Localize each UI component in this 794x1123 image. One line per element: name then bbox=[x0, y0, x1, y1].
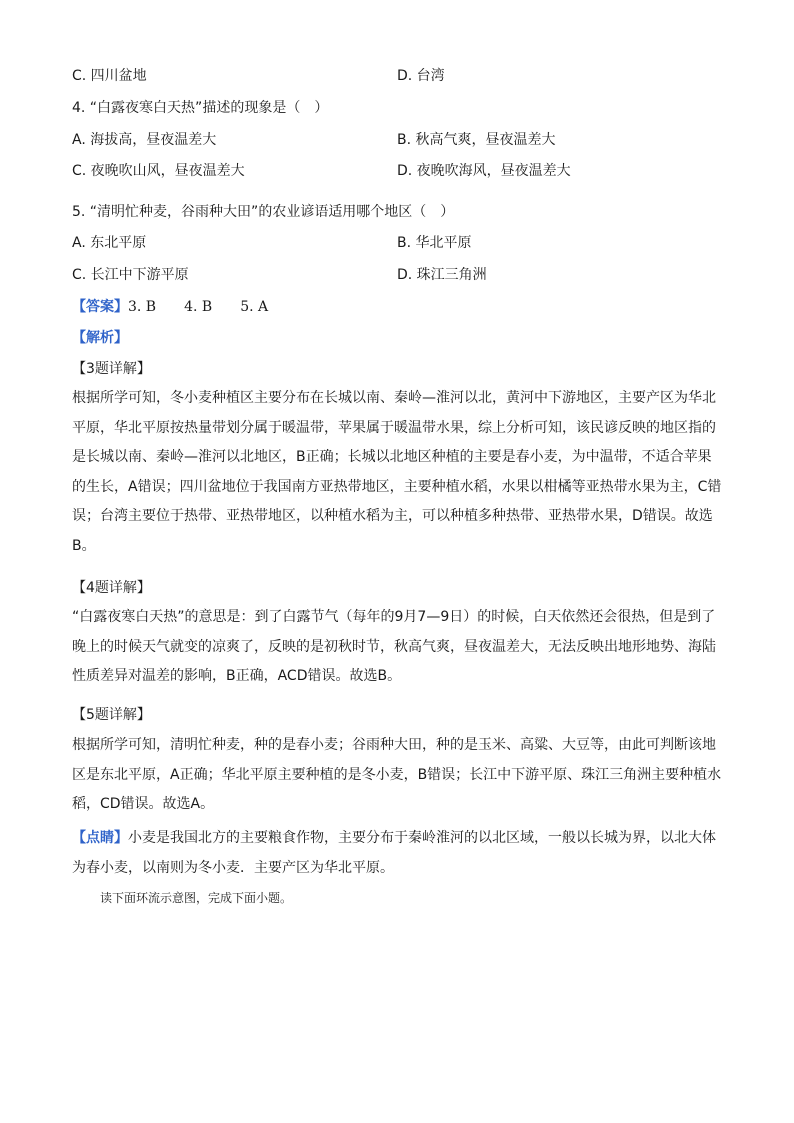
detail5-body: 根据所学可知，清明忙种麦，种的是春小麦；谷雨种大田，种的是玉米、高粱、大豆等，由此可判断该地区是东北平原，A正确；华北平原主要种植的是冬小麦，B错误；长江中下游平原、珠江三角洲主要种植水稻，CD错误。故选A。 bbox=[72, 737, 722, 813]
detail4-title: 【4题详解】 bbox=[72, 580, 151, 596]
detail3-title: 【3题详解】 bbox=[72, 361, 151, 377]
q5-option-c: C. 长江中下游平原 bbox=[72, 267, 189, 283]
tip-body: 小麦是我国北方的主要粮食作物，主要分布于秦岭淮河的以北区域，一般以长城为界，以北大体为春小麦，以南则为冬小麦．主要产区为华北平原。 bbox=[72, 830, 716, 876]
tip-label: 【点睛】 bbox=[72, 830, 128, 846]
next-question-intro: 读下面环流示意图，完成下面小题。 bbox=[100, 891, 293, 905]
q5-option-d: D. 珠江三角洲 bbox=[397, 267, 487, 283]
q3-option-d: D. 台湾 bbox=[397, 68, 445, 84]
q4-option-a: A. 海拔高，昼夜温差大 bbox=[72, 132, 217, 148]
q5-stem: 5. “清明忙种麦，谷雨种大田”的农业谚语适用哪个地区（ ） bbox=[72, 204, 455, 220]
q4-option-d: D. 夜晚吹海风，昼夜温差大 bbox=[397, 163, 571, 179]
analysis-label: 【解析】 bbox=[72, 330, 128, 346]
q4-option-b: B. 秋高气爽，昼夜温差大 bbox=[397, 132, 556, 148]
answer-text: 3. B 4. B 5. A bbox=[128, 299, 269, 315]
detail3-body: 根据所学可知，冬小麦种植区主要分布在长城以南、秦岭—淮河以北，黄河中下游地区，主要产区为华北平原，华北平原按热量带划分属于暖温带，苹果属于暖温带水果，综上分析可知，该民谚反映的地区指的是长城以南、秦岭—淮河以北地区，B正确；长城以北地区种植的主要是春小麦，为中温带，不适合苹果的生长，A错误；四川盆地位于我国南方亚热带地区，主要种植水稻，水果以柑橘等亚热带水果为主，C错误；台湾主要位于热带、亚热带地区，以种植水稻为主，可以种植多种热带、亚热带水果，D错误。故选B。 bbox=[72, 390, 722, 554]
q5-option-b: B. 华北平原 bbox=[397, 235, 472, 251]
q5-option-a: A. 东北平原 bbox=[72, 235, 147, 251]
q4-option-c: C. 夜晚吹山风，昼夜温差大 bbox=[72, 163, 245, 179]
answer-line bbox=[72, 297, 268, 317]
q3-option-c: C. 四川盆地 bbox=[72, 68, 147, 84]
detail4-body: “白露夜寒白天热”的意思是：到了白露节气（每年的9月7—9日）的时候，白天依然还会很热，但是到了晚上的时候天气就变的凉爽了，反映的是初秋时节，秋高气爽，昼夜温差大，无法反映出地形地势、海陆性质差异对温差的影响，B正确，ACD错误。故选B。 bbox=[72, 609, 716, 685]
detail5-title: 【5题详解】 bbox=[72, 707, 151, 723]
q4-stem: 4. “白露夜寒白天热”描述的现象是（ ） bbox=[72, 100, 329, 116]
tip-block bbox=[72, 824, 722, 883]
answer-label: 【答案】 bbox=[72, 299, 128, 315]
